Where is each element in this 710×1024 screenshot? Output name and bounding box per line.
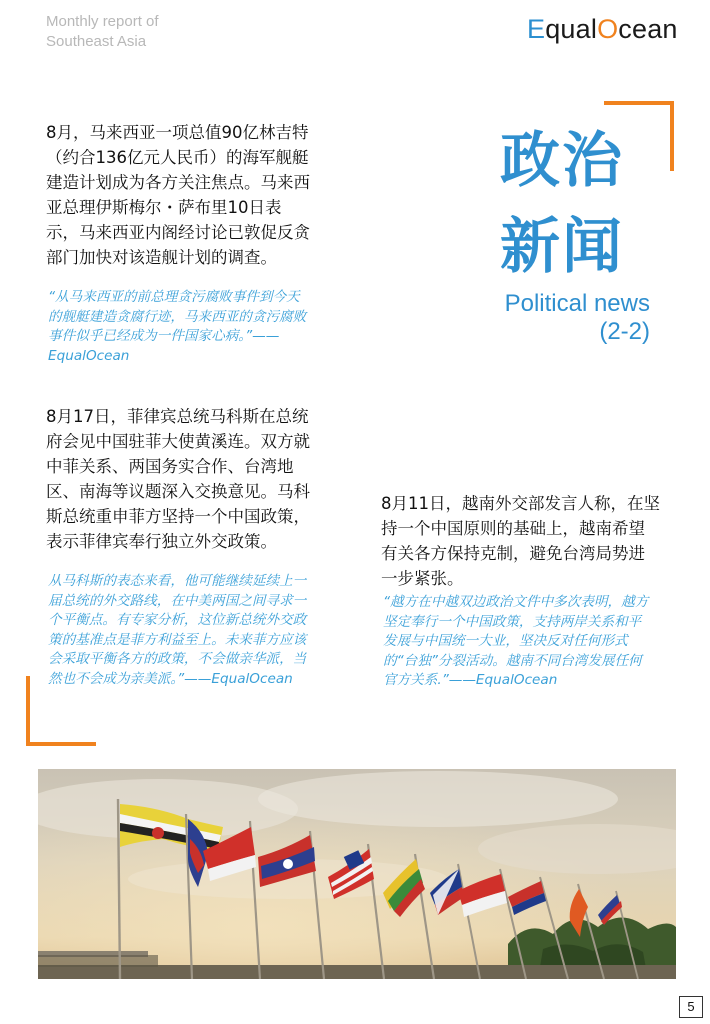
news-item-malaysia-body: 8月，马来西亚一项总值90亿林吉特（约合136亿元人民币）的海军舰艇建造计划成为各方关注焦点。马来西亚总理伊斯梅尔・萨布里10日表示，马来西亚内阁经讨论已敦促反贪部门加快对该造舰计划的调查。 bbox=[46, 123, 310, 267]
asean-flags-photo bbox=[38, 769, 676, 979]
news-item-vietnam-body: 8月11日，越南外交部发言人称，在坚持一个中国原则的基础上，越南希望有关各方保持克制，避免台湾局势进一步紧张。 bbox=[381, 494, 660, 588]
section-title: 政治 新闻 bbox=[500, 126, 624, 282]
page-number: 5 bbox=[679, 996, 703, 1018]
section-subtitle: Political news (2-2) bbox=[504, 290, 650, 345]
news-item-vietnam-quote: “越方在中越双边政治文件中多次表明，越方坚定奉行一个中国政策，支持两岸关系和平发展与中国统一大业，坚决反对任何形式的“台独”分裂活动。越南不同台湾发展任何官方关系.”——EqualOcean bbox=[383, 594, 649, 688]
report-header bbox=[46, 12, 246, 52]
corner-bracket-top-right-vertical bbox=[670, 101, 674, 171]
news-item-philippines-quote: 从马科斯的表态来看，他可能继续延续上一届总统的外交路线，在中美两国之间寻求一个平衡点。有专家分析，这位新总统外交政策的基准点是菲方利益至上。未来菲方应该会采取平衡各方的政策，不会做亲华派，当然也不会成为亲美派。”——EqualOcean bbox=[48, 573, 307, 687]
report-header-line1: Monthly report of bbox=[46, 13, 159, 30]
corner-bracket-top-right bbox=[604, 101, 674, 105]
news-item-philippines-body: 8月17日，菲律宾总统马科斯在总统府会见中国驻菲大使黄溪连。双方就中菲关系、两国务实合作、台湾地区、南海等议题深入交换意见。马科斯总统重申菲方坚持一个中国政策，表示菲律宾奉行独立外交政策。 bbox=[46, 407, 310, 551]
equalocean-logo: EqualOcean bbox=[527, 14, 678, 44]
news-item-malaysia-quote: “从马来西亚的前总理贪污腐败事件到今天的舰艇建造贪腐行迹，马来西亚的贪污腐败事件似乎已经成为一件国家心病。”——EqualOcean bbox=[48, 289, 307, 364]
corner-bracket-bottom-left bbox=[26, 676, 30, 746]
corner-bracket-bottom-left-horizontal bbox=[26, 742, 96, 746]
report-header-line2: Southeast Asia bbox=[46, 33, 147, 50]
